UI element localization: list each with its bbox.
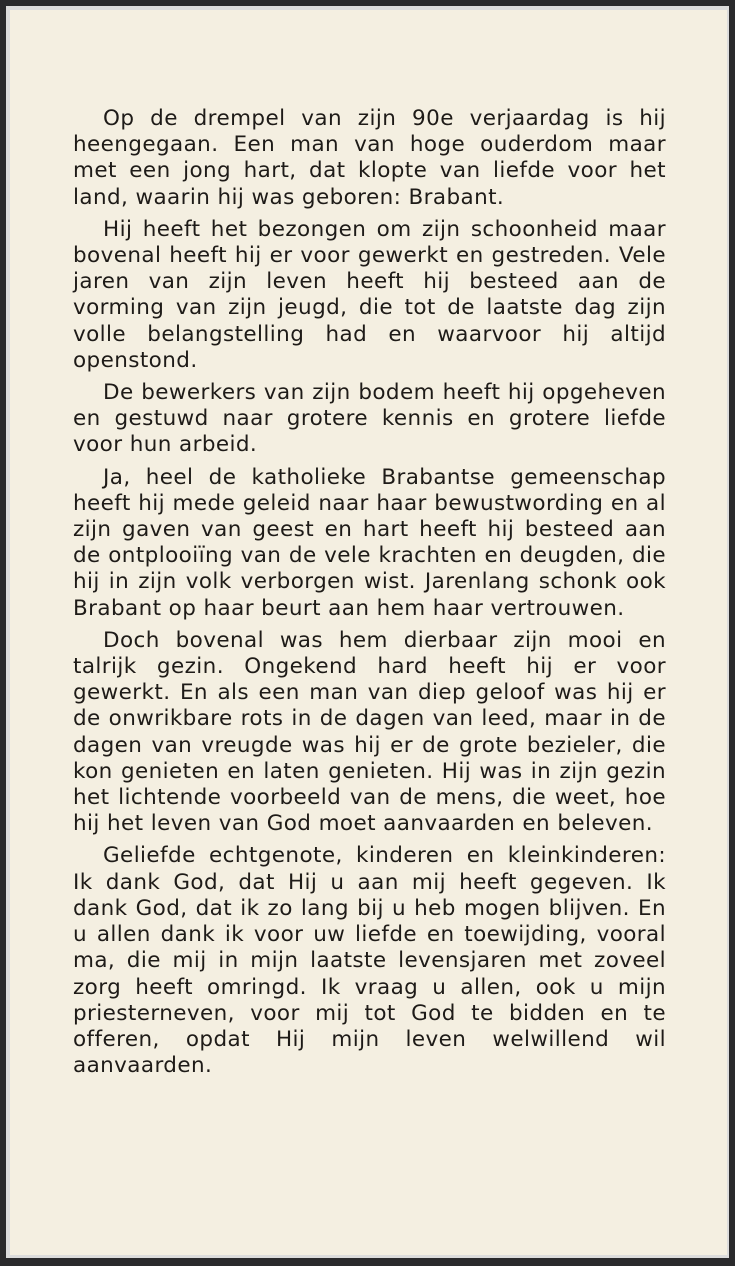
card-edge — [6, 6, 729, 1258]
memorial-text — [73, 106, 666, 1085]
paragraph-youth: Hij heeft het bezongen om zijn schoonheid maar bovenal heeft hij er voor gewerkt en gestreden. Vele jaren van zijn leven heeft hij besteed aan de vorming van zijn jeugd, die tot de laatste dag zijn volle belangstelling had en waarvoor hij altijd openstond. — [73, 216, 666, 373]
paragraph-birthday: Op de drempel van zijn 90e verjaardag is hij heengegaan. Een man van hoge ouderdom maar met een jong hart, dat klopte van liefde voor het land, waarin hij was geboren: Brabant. — [73, 106, 666, 210]
paragraph-farewell: Geliefde echtgenote, kinderen en kleinkinderen: Ik dank God, dat Hij u aan mij heeft gegeven. Ik dank God, dat ik zo lang bij u heb mogen blijven. En u allen dank ik voor uw liefde en toewijding, vooral ma, die mij in mijn laatste levensjaren met zoveel zorg heeft omringd. Ik vraag u allen, ook u mijn priesterneven, voor mij tot God te bidden en te offeren, opdat Hij mijn leven welwillend wil aanvaarden. — [73, 843, 666, 1079]
paragraph-farmers: De bewerkers van zijn bodem heeft hij opgeheven en gestuwd naar grotere kennis en grotere liefde voor hun arbeid. — [73, 380, 666, 458]
paragraph-family: Doch bovenal was hem dierbaar zijn mooi en talrijk gezin. Ongekend hard heeft hij er voor gewerkt. En als een man van diep geloof was hij er de onwrikbare rots in de dagen van leed, maar in de dagen van vreugde was hij er de grote bezieler, die kon genieten en laten genieten. Hij was in zijn gezin het lichtende voorbeeld van de mens, die weet, hoe hij het leven van God moet aanvaarden en beleven. — [73, 627, 666, 837]
paragraph-community: Ja, heel de katholieke Brabantse gemeenschap heeft hij mede geleid naar haar bewustwording en al zijn gaven van geest en hart heeft hij besteed aan de ontplooiïng van de vele krachten en deugden, die hij in zijn volk verborgen wist. Jarenlang schonk ook Brabant op haar beurt aan hem haar vertrouwen. — [73, 464, 666, 621]
memorial-card — [10, 10, 727, 1255]
